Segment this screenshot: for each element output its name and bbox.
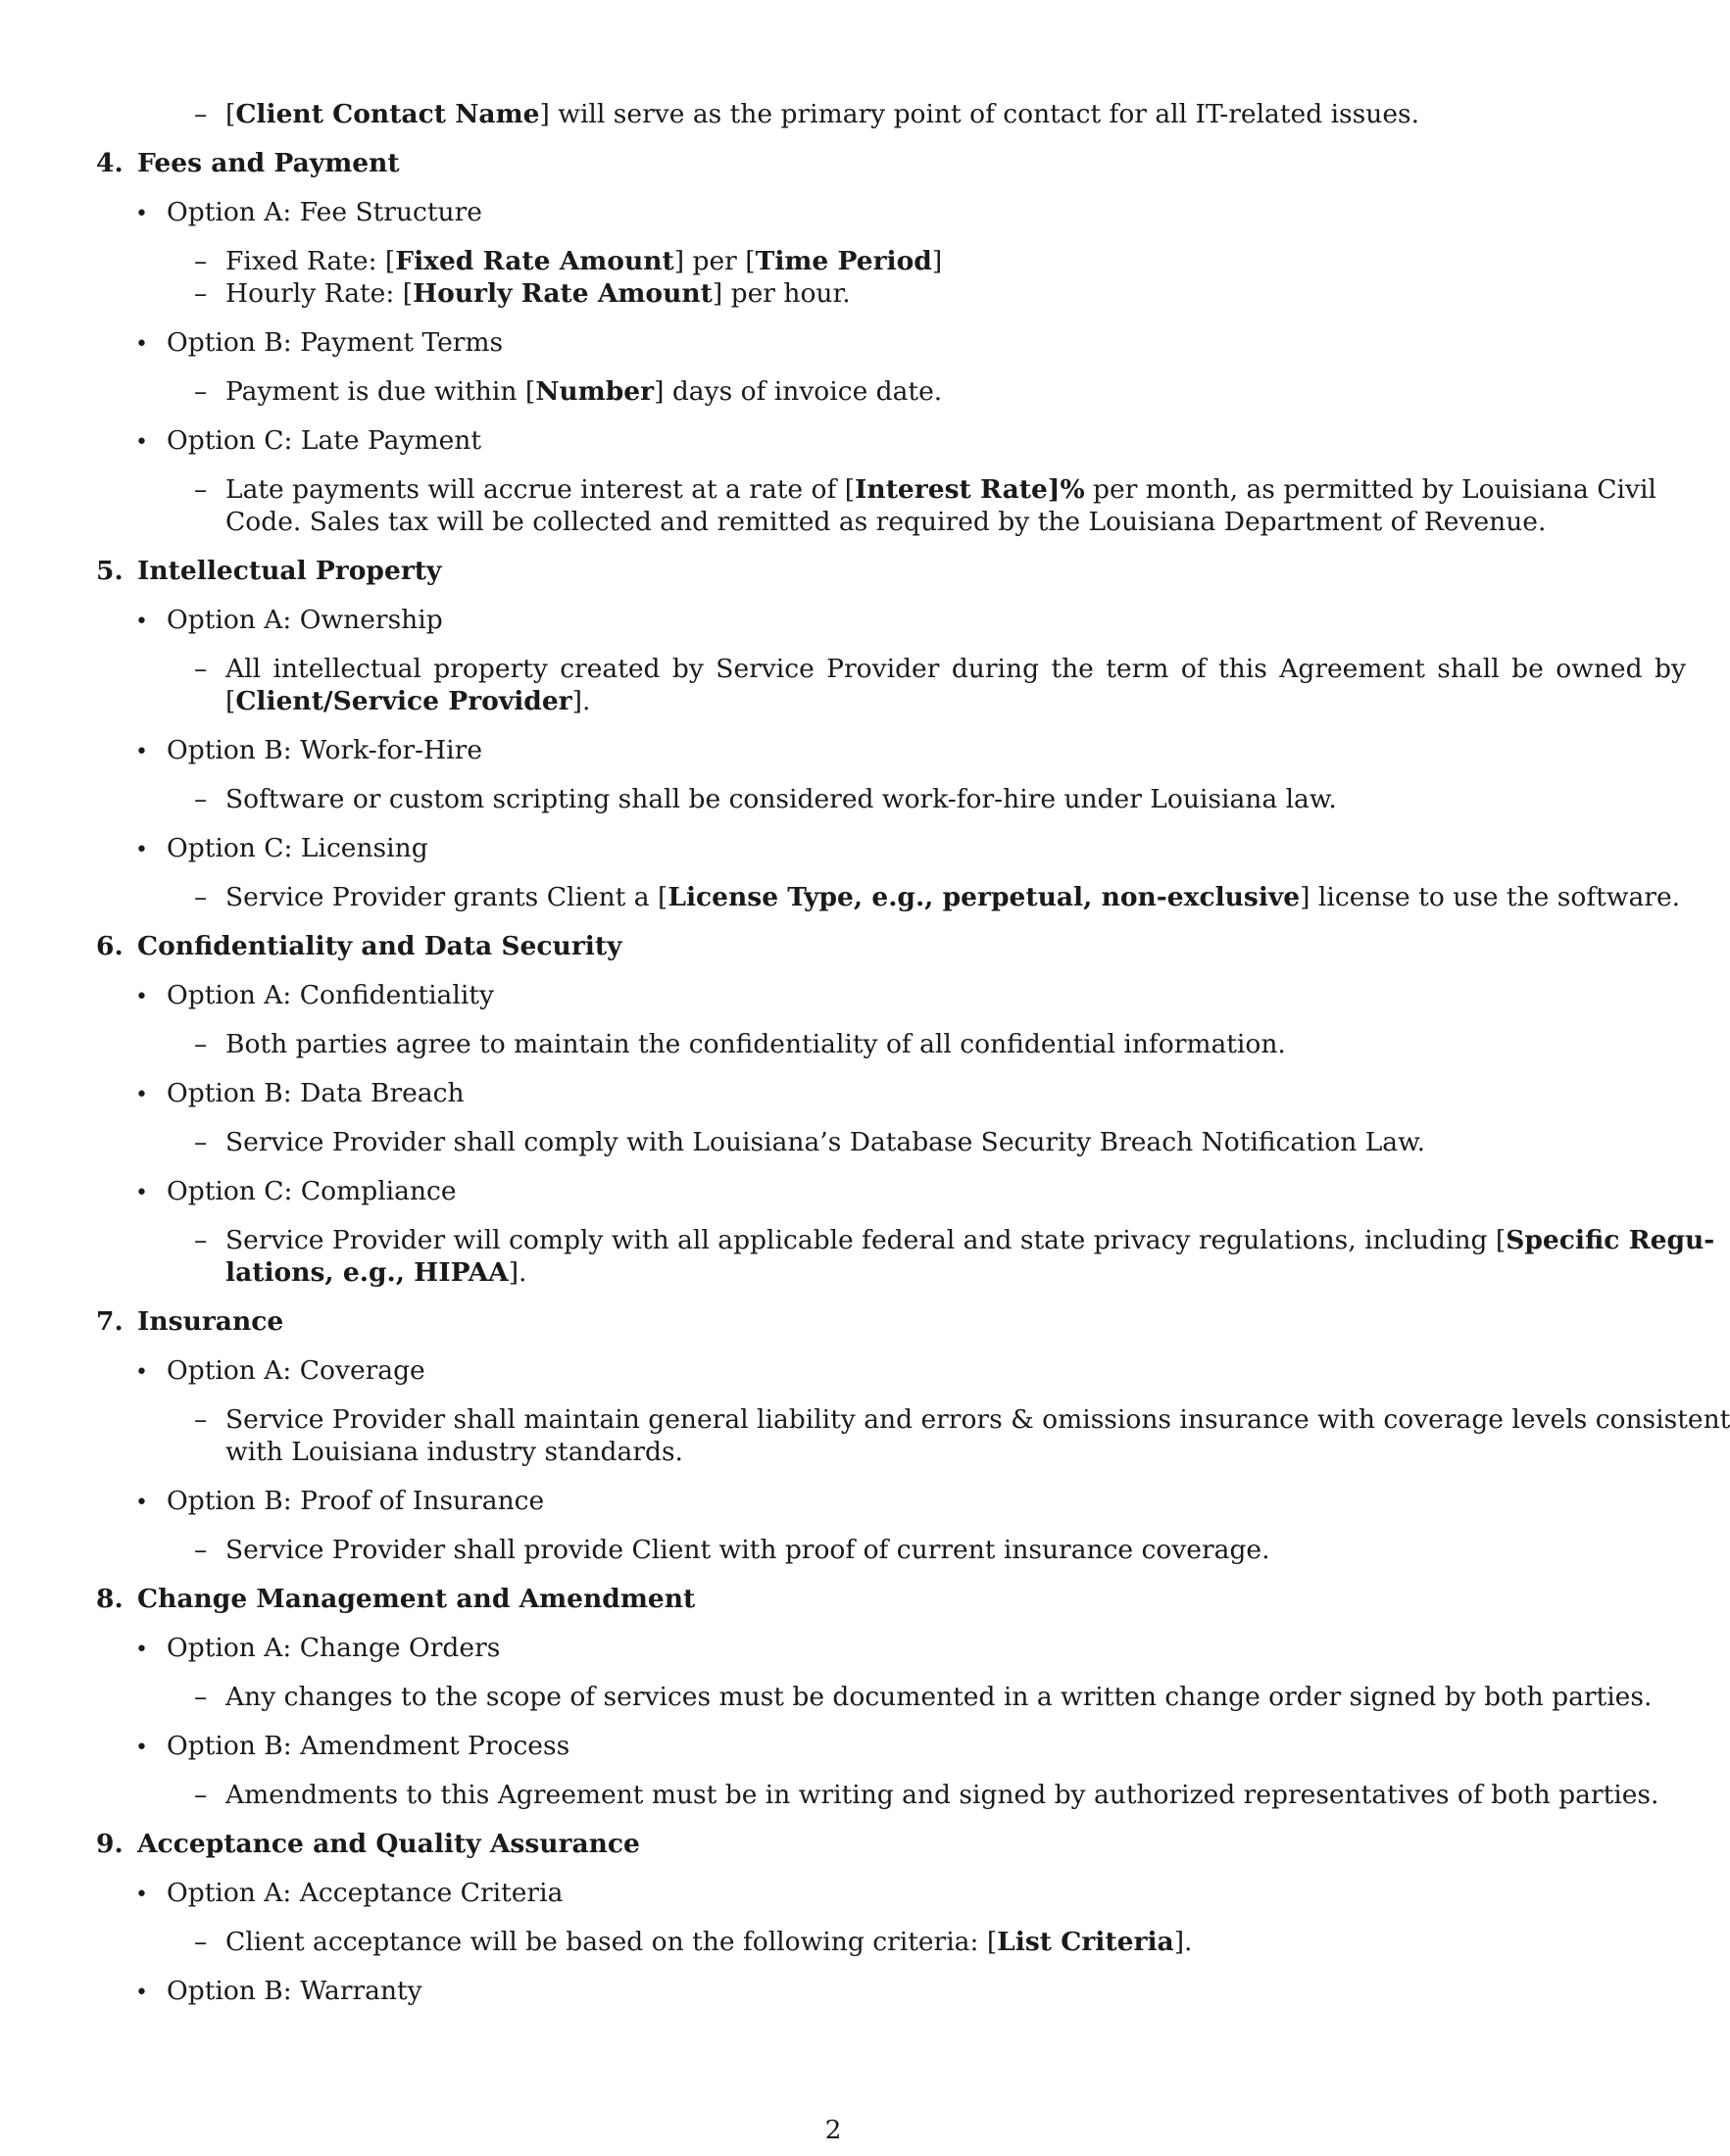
placeholder-specific-regulations: Specific Regu- bbox=[1506, 1225, 1715, 1255]
compliance-continuation: lations, e.g., HIPAA]. bbox=[225, 1257, 527, 1288]
section-5-heading: 5. Intellectual Property bbox=[96, 556, 442, 586]
option-9a: • Option A: Acceptance Criteria bbox=[135, 1878, 564, 1908]
option-4b: • Option B: Payment Terms bbox=[135, 327, 504, 358]
hourly-rate-line: – Hourly Rate: [Hourly Rate Amount] per hour. bbox=[194, 278, 851, 309]
confidentiality-line: – Both parties agree to maintain the confidentiality of all confidential information. bbox=[194, 1029, 1286, 1059]
data-breach-line: – Service Provider shall comply with Louisiana’s Database Security Breach Notification Law. bbox=[194, 1127, 1426, 1157]
placeholder-client-contact-name: Client Contact Name bbox=[235, 99, 540, 129]
option-8a: • Option A: Change Orders bbox=[135, 1633, 501, 1663]
placeholder-interest-rate: Interest Rate bbox=[855, 474, 1048, 505]
section-7-heading: 7. Insurance bbox=[96, 1306, 284, 1337]
section-6-heading: 6. Confidentiality and Data Security bbox=[96, 931, 622, 961]
placeholder-time-period: Time Period bbox=[755, 246, 932, 276]
section-8-heading: 8. Change Management and Amendment bbox=[96, 1584, 696, 1614]
acceptance-criteria-line: – Client acceptance will be based on the following criteria: [List Criteria]. bbox=[194, 1927, 1193, 1957]
option-8b: • Option B: Amendment Process bbox=[135, 1731, 570, 1761]
contact-line: – [Client Contact Name] will serve as the primary point of contact for all IT-related issues. bbox=[194, 99, 1420, 129]
page-number: 2 bbox=[824, 2115, 842, 2145]
coverage-continuation: with Louisiana industry standards. bbox=[225, 1437, 683, 1467]
amendment-line: – Amendments to this Agreement must be in writing and signed by authorized representatives of both parties. bbox=[194, 1780, 1659, 1810]
ownership-line: – All intellectual property created by Service Provider during the term of this Agreement shall be owned by bbox=[194, 654, 1686, 684]
option-4a: • Option A: Fee Structure bbox=[135, 197, 482, 227]
section-4-heading: 4. Fees and Payment bbox=[96, 148, 400, 178]
compliance-line: – Service Provider will comply with all applicable federal and state privacy regulations, including [Specific Regu- bbox=[194, 1225, 1715, 1255]
change-orders-line: – Any changes to the scope of services must be documented in a written change order signed by both parties. bbox=[194, 1682, 1653, 1712]
option-6a: • Option A: Confidentiality bbox=[135, 980, 494, 1010]
placeholder-number: Number bbox=[535, 376, 655, 407]
work-for-hire-line: – Software or custom scripting shall be considered work-for-hire under Louisiana law. bbox=[194, 784, 1337, 814]
licensing-line: – Service Provider grants Client a [License Type, e.g., perpetual, non-exclusive] license to use the software. bbox=[194, 882, 1681, 912]
ownership-continuation: [Client/Service Provider]. bbox=[225, 686, 591, 716]
option-4c: • Option C: Late Payment bbox=[135, 425, 481, 456]
proof-of-insurance-line: – Service Provider shall provide Client with proof of current insurance coverage. bbox=[194, 1535, 1270, 1565]
option-5a: • Option A: Ownership bbox=[135, 605, 443, 635]
placeholder-fixed-rate-amount: Fixed Rate Amount bbox=[395, 246, 674, 276]
placeholder-hourly-rate-amount: Hourly Rate Amount bbox=[413, 278, 713, 309]
late-payment-continuation: Code. Sales tax will be collected and remitted as required by the Louisiana Department of Revenue. bbox=[225, 507, 1547, 537]
option-5c: • Option C: Licensing bbox=[135, 833, 428, 863]
fixed-rate-line: – Fixed Rate: [Fixed Rate Amount] per [Time Period] bbox=[194, 246, 943, 276]
option-9b: • Option B: Warranty bbox=[135, 1976, 422, 2006]
option-6b: • Option B: Data Breach bbox=[135, 1078, 465, 1108]
placeholder-list-criteria: List Criteria bbox=[997, 1927, 1174, 1957]
option-7b: • Option B: Proof of Insurance bbox=[135, 1486, 545, 1516]
option-6c: • Option C: Compliance bbox=[135, 1176, 457, 1206]
payment-due-line: – Payment is due within [Number] days of invoice date. bbox=[194, 376, 943, 407]
option-5b: • Option B: Work-for-Hire bbox=[135, 735, 483, 765]
coverage-line: – Service Provider shall maintain general liability and errors & omissions insurance with coverage levels consistent bbox=[194, 1404, 1730, 1435]
late-payment-line: – Late payments will accrue interest at a rate of [Interest Rate]% per month, as permitted by Louisiana Civil bbox=[194, 474, 1656, 505]
placeholder-client-service-provider: Client/Service Provider bbox=[235, 686, 572, 716]
option-7a: • Option A: Coverage bbox=[135, 1355, 425, 1386]
placeholder-license-type: License Type, e.g., perpetual, non-exclusive bbox=[667, 882, 1301, 912]
section-9-heading: 9. Acceptance and Quality Assurance bbox=[96, 1829, 640, 1859]
